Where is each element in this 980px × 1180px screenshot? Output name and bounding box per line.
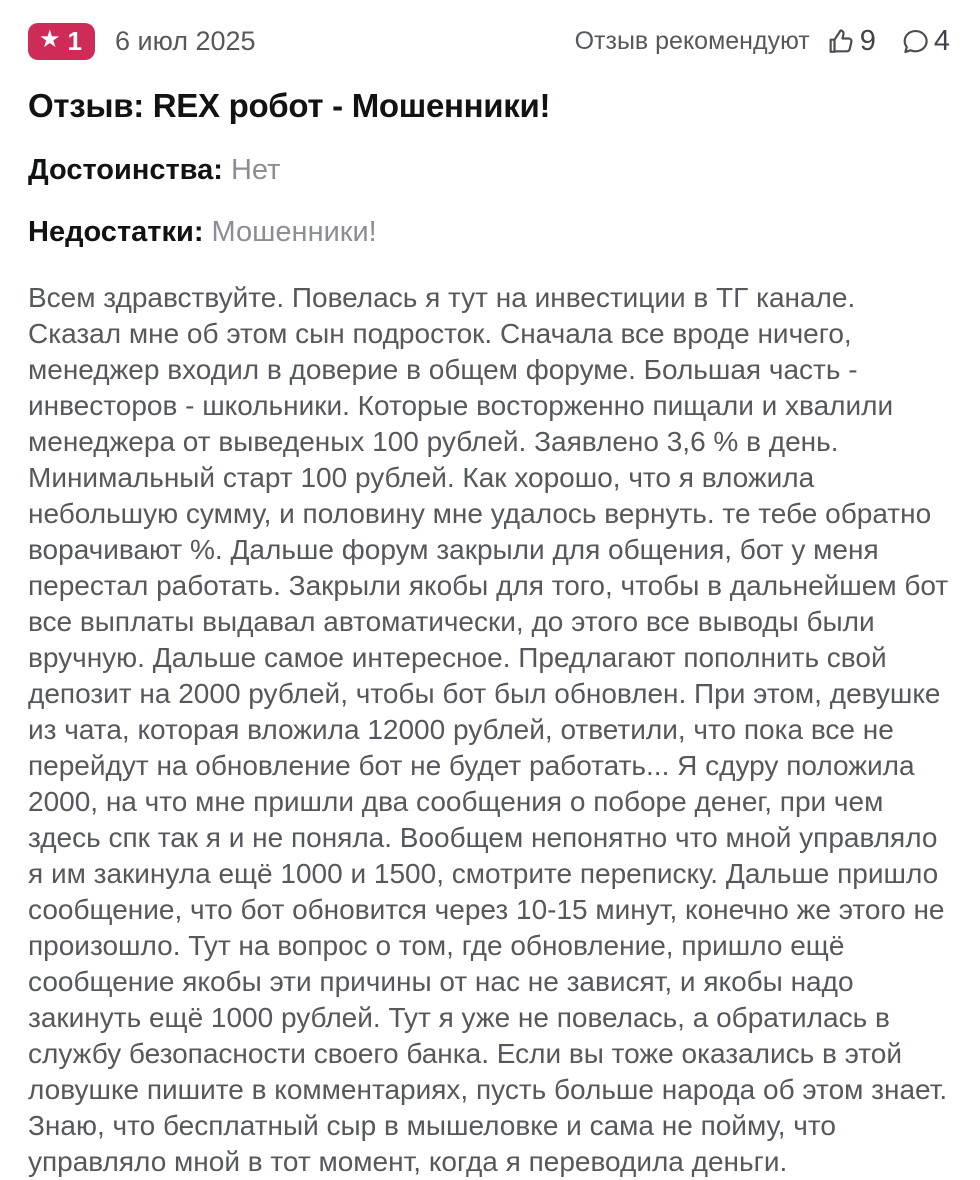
review-reactions bbox=[575, 25, 950, 58]
pros-value: Нет bbox=[230, 154, 281, 186]
review-header bbox=[28, 22, 950, 60]
rating-badge bbox=[28, 23, 95, 60]
cons-label: Недостатки: bbox=[28, 216, 204, 248]
comment-bubble-icon bbox=[900, 26, 931, 57]
like-button[interactable] bbox=[826, 25, 876, 58]
comments-button[interactable] bbox=[900, 25, 950, 58]
like-count: 9 bbox=[859, 24, 876, 57]
rating-value: 1 bbox=[67, 26, 82, 56]
pros-line bbox=[28, 154, 950, 187]
review-date: 6 июл 2025 bbox=[114, 25, 256, 56]
review-body-text: Всем здравствуйте. Повелась я тут на инвестиции в ТГ канале. Сказал мне об этом сын подросток. Сначала все вроде ничего, менеджер входил в доверие в общем форуме. Большая часть - инвесторов - школьники. Которые восторженно пищали и хвалили менеджера от выведеных 100 рублей. Заявлено 3,6 % в день. Минимальный старт 100 рублей. Как хорошо, что я вложила небольшую сумму, и половину мне удалось вернуть. те тебе обратно ворачивают %. Дальше форум закрыли для общения, бот у меня перестал работать. Закрыли якобы для того, чтобы в дальнейшем бот все выплаты выдавал автоматически, до этого все выводы были вручную. Дальше самое интересное. Предлагают пополнить свой депозит на 2000 рублей, чтобы бот был обновлен. При этом, девушке из чата, которая вложила 12000 рублей, ответили, что пока все не перейдут на обновление бот не будет работать... Я сдуру положила 2000, на что мне пришли два сообщения о поборе денег, при чем здесь спк так я и не поняла. Вообщем непонятно что мной управляло я им закинула ещё 1000 и 1500, смотрите переписку. Дальше пришло сообщение, что бот обновится через 10-15 минут, конечно же этого не произошло. Тут на вопрос о том, где обновление, пришло ещё сообщение якобы эти причины от нас не зависят, и якобы надо закинуть ещё 1000 рублей. Тут я уже не повелась, а обратилась в службу безопасности своего банка. Если вы тоже оказались в этой ловушке пишите в комментариях, пусть больше народа об этом знает. Знаю, что бесплатный сыр в мышеловке и сама не пойму, что управляло мной в тот момент, когда я переводила деньги. bbox=[28, 282, 949, 1177]
pros-label: Достоинства: bbox=[28, 154, 223, 186]
star-icon: ★ bbox=[39, 26, 61, 53]
cons-line bbox=[28, 216, 950, 249]
review-title: Отзыв: REX робот - Мошенники! bbox=[28, 87, 551, 124]
recommend-label: Отзыв рекомендуют bbox=[574, 26, 810, 55]
cons-value: Мошенники! bbox=[211, 216, 377, 248]
comment-count: 4 bbox=[933, 24, 950, 57]
review-meta bbox=[28, 23, 256, 60]
thumb-up-icon bbox=[826, 26, 857, 57]
